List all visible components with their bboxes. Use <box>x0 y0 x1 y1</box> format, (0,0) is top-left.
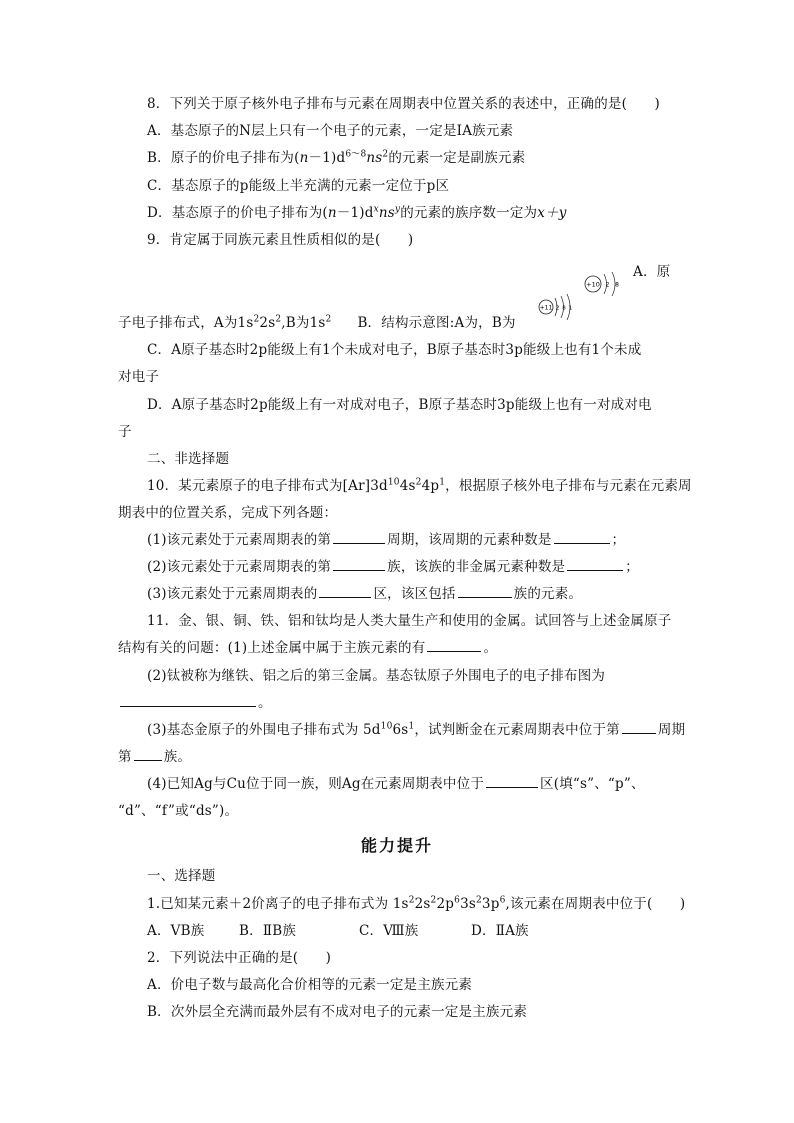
q8-option-b: B．原子的价电子排布为$(n-1)d^{6\sim 8}ns^2$的元素一定是副族元素 <box>147 149 526 166</box>
q10-line1: 10．某元素原子的电子排布式为$[Ar]3d^{10}4s^24p^1$，根据原子核外电子排布与元素在元素周 <box>147 477 692 494</box>
section-heading-choice: 一、选择题 <box>147 868 216 884</box>
q11-line2: 结构有关的问题：(1)上述金属中属于主族元素的有 。 <box>118 640 498 656</box>
q8-option-a: A．基态原子的N层上只有一个电子的元素，一定是ⅠA族元素 <box>147 123 514 139</box>
q10-part2: (2)该元素处于元素周期表的第 族，该族的非金属元素种数是 ； <box>147 559 639 575</box>
q2-stem: 2．下列说法中正确的是( ) <box>147 950 332 966</box>
answer-blank[interactable] <box>567 557 623 571</box>
q9-option-d-line1: D．A原子基态时2p能级上有一对成对电子，B原子基态时3p能级上也有一对成对电 <box>147 397 652 413</box>
atom-a-nucleus-label: +10 <box>586 280 600 289</box>
q11-line1: 11．金、银、铜、铁、铝和钛均是人类大量生产和使用的金属。试回答与上述金属原子 <box>147 613 672 629</box>
q1-option-c: C．Ⅷ族 <box>359 923 419 939</box>
q8-option-d: D．基态原子的价电子排布为$(n-1)d^xns^y$的元素的族序数一定为x＋y <box>147 204 567 221</box>
atom-b-nucleus-label: +11 <box>539 304 553 312</box>
answer-blank[interactable] <box>622 720 656 734</box>
q9-option-a-label: A．原 <box>633 264 671 280</box>
answer-blank[interactable] <box>120 693 256 707</box>
answer-blank[interactable] <box>319 584 371 598</box>
q10-part1: (1)该元素处于元素周期表的第 周期，该周期的元素种数是 ； <box>147 532 626 548</box>
q11-part2-answer: 。 <box>118 693 272 713</box>
q9-option-c-line1: C．A原子基态时2p能级上有1个未成对电子，B原子基态时3p能级上也有1个未成 <box>147 342 642 358</box>
q2-option-a: A．价电子数与最高化合价相等的元素一定是主族元素 <box>147 977 473 993</box>
q8-stem: 8．下列关于原子核外电子排布与元素在周期表中位置关系的表述中，正确的是( ) <box>147 96 660 112</box>
q11-part2: (2)钛被称为继铁、铝之后的第三金属。基态钛原子外围电子的电子排布图为 <box>147 668 606 684</box>
q11-part4: (4)已知Ag与Cu位于同一族，则Ag在元素周期表中位于 区(填“s”、“p”、 <box>147 776 645 792</box>
answer-blank[interactable] <box>458 584 512 598</box>
q11-part3-line2: 第 族。 <box>118 749 192 765</box>
atom-a-diagram <box>582 268 634 300</box>
atom-b-shell2: 8 <box>562 305 566 312</box>
answer-blank[interactable] <box>333 530 385 544</box>
q10-part3: (3)该元素处于元素周期表的 区，该区包括 族的元素。 <box>147 586 583 602</box>
answer-blank[interactable] <box>333 557 385 571</box>
atom-a-shell2: 8 <box>615 281 619 289</box>
q1-options <box>147 921 529 941</box>
atom-a-shell1: 2 <box>605 281 610 289</box>
q9-stem: 9．肯定属于同族元素且性质相似的是( ) <box>147 232 414 248</box>
q9-option-c-line2: 对电子 <box>118 369 160 385</box>
q1-option-a: A．VB族 <box>147 923 205 939</box>
answer-blank[interactable] <box>427 638 481 652</box>
q1-option-d: D．ⅡA族 <box>471 923 529 939</box>
q2-option-b: B．次外层全充满而最外层有不成对电子的元素一定是主族元素 <box>147 1004 528 1020</box>
answer-blank[interactable] <box>134 747 162 761</box>
q9-option-d-line2: 子 <box>118 424 132 440</box>
q10-line2: 期表中的位置关系，完成下列各题： <box>118 505 338 521</box>
q11-part3: (3)基态金原子的外围电子排布式为 $5d^{10}6s^1$，试判断金在元素周期表中位于第 周期 <box>147 721 686 738</box>
answer-blank[interactable] <box>486 774 538 788</box>
q11-part4-line2: “d”、“f”或“ds”)。 <box>118 803 239 819</box>
atom-b-shell1: 2 <box>555 305 560 312</box>
q9-line2: 子电子排布式，A为$1s^22s^2,B$为$1s^2$ B．结构示意图:A为，B为 <box>118 314 516 331</box>
q8-option-c: C．基态原子的p能级上半充满的元素一定位于p区 <box>147 178 450 194</box>
atom-b-diagram <box>536 291 578 323</box>
q1-option-b: B．ⅡB族 <box>239 923 297 939</box>
answer-blank[interactable] <box>554 530 610 544</box>
q1-stem: 1.已知某元素＋2价离子的电子排布式为 $1s^22s^22p^63s^23p^6$,该元素在周期表中位于( ) <box>147 895 686 912</box>
section-title-ability: 能力提升 <box>360 836 433 855</box>
atom-b-shell3: 1 <box>568 305 573 312</box>
section-heading-non-choice: 二、非选择题 <box>147 451 230 467</box>
